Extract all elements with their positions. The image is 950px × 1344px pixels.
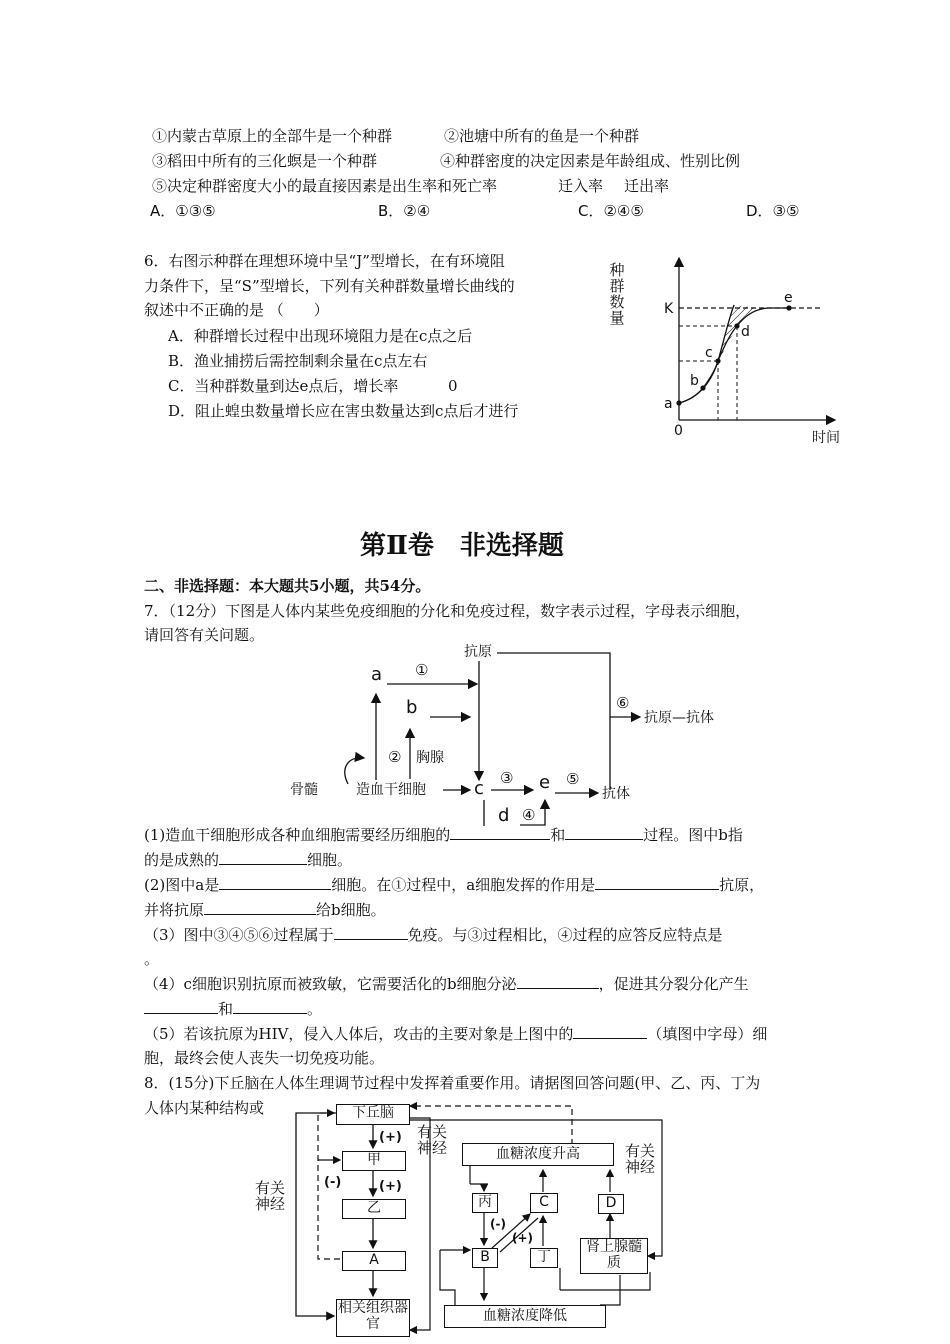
- hyp-plus-3: (+): [512, 1231, 534, 1245]
- graph-label-a: a: [664, 396, 673, 412]
- q7-stem-line-1: 7．（12分）下图是人体内某些免疫细胞的分化和免疫过程，数字表示过程，字母表示细胞，: [144, 602, 751, 620]
- hyp-sugar-up-box: 血糖浓度升高: [462, 1143, 614, 1166]
- immune-complex-label: 抗原—抗体: [644, 710, 714, 726]
- q5-option-a: A．①③⑤: [150, 202, 216, 220]
- immune-cell-b: b: [406, 697, 418, 718]
- q7-p4-text-b: ，促进其分裂分化产生: [598, 975, 749, 993]
- hyp-hypothalamus-box: 下丘脑: [336, 1104, 410, 1125]
- hyp-nerve-label-right: 有关神经: [624, 1142, 655, 1176]
- hyp-nerve-label-mid: 有关神经: [416, 1123, 447, 1157]
- hyp-a-box: A: [342, 1251, 406, 1271]
- immune-stem-cell-label: 造血干细胞: [356, 782, 426, 798]
- hyp-jia-box: 甲: [342, 1151, 406, 1171]
- q7-part-5-line-2: 胞，最终会使人丧失一切免疫功能。: [144, 1049, 385, 1067]
- q6-option-a: A．种群增长过程中出现环境阻力是在c点之后: [168, 327, 473, 345]
- graph-label-b: b: [690, 373, 699, 389]
- q6-option-b: B．渔业捕捞后需控制剩余量在c点左右: [168, 352, 428, 370]
- hyp-minus-2: (-): [490, 1217, 506, 1231]
- graph-x-label: 时间: [812, 430, 840, 446]
- q7-p2-text-c: 抗原，: [719, 876, 765, 894]
- q7-p4-text-a: （4）c细胞识别抗原而被致敏，它需要活化的b细胞分泌: [144, 975, 517, 993]
- q7-p1-text-b: 和: [550, 826, 566, 844]
- q5-option-d: D．③⑤: [746, 202, 800, 220]
- q6-stem-line-3: 叙述中不正确的是 （ ）: [144, 301, 329, 319]
- immune-step-1: ①: [415, 661, 429, 679]
- q5-statement-5-immigration: 迁入率: [558, 177, 604, 195]
- immune-cell-e: e: [539, 772, 551, 793]
- q5-statement-4: ④种群密度的决定因素是年龄组成、性别比例: [440, 152, 741, 170]
- immune-cell-d: d: [498, 805, 510, 826]
- hyp-plus-1: (+): [379, 1130, 402, 1145]
- q7-p1-text-a: (1)造血干细胞形成各种血细胞需要经历细胞的: [144, 826, 451, 844]
- q8-stem-line-2: 人体内某种结构或: [144, 1099, 265, 1117]
- graph-label-k: K: [664, 301, 674, 317]
- q7-p2-text-d: 并将抗原: [144, 901, 205, 919]
- hyp-bing-box: 丙: [472, 1193, 498, 1213]
- immune-step-2: ②: [388, 748, 402, 766]
- q7-p4-text-d: 。: [307, 1000, 323, 1018]
- graph-y-label: 种群数量: [609, 261, 625, 327]
- q6-stem-line-1: 6．右图示种群在理想环境中呈“J”型增长，在有环境阻: [144, 252, 505, 270]
- hyp-plus-2: (+): [379, 1179, 402, 1194]
- q5-statement-3: ③稻田中所有的三化螟是一个种群: [152, 152, 378, 170]
- q7-p2-text-e: 给b细胞。: [316, 901, 386, 919]
- q5-statement-1: ①内蒙古草原上的全部牛是一个种群: [152, 127, 393, 145]
- q5-statement-5-emigration: 迁出率: [624, 177, 670, 195]
- immune-step-6: ⑥: [616, 694, 630, 712]
- q5-statement-5: ⑤决定种群密度大小的最直接因素是出生率和死亡率: [152, 177, 498, 195]
- hyp-b-box: B: [472, 1248, 498, 1268]
- q7-p5-text-a: （5）若该抗原为HIV，侵入人体后，攻击的主要对象是上图中的: [144, 1025, 574, 1043]
- q7-p5-text-b: （填图中字母）细: [647, 1025, 768, 1043]
- q6-option-c-value: 0: [448, 377, 458, 395]
- section-title: 第Ⅱ卷 非选择题: [360, 531, 564, 561]
- q6-stem-line-2: 力条件下，呈“S”型增长，下列有关种群数量增长曲线的: [144, 277, 515, 295]
- q7-p1-text-d: 的是成熟的: [144, 851, 220, 869]
- immune-antibody-label: 抗体: [602, 786, 630, 802]
- q8-stem-line-1: 8．(15分)下丘脑在人体生理调节过程中发挥着重要作用。请据图回答问题(甲、乙、丙、丁为: [144, 1074, 761, 1092]
- hyp-d-box: D: [598, 1194, 624, 1214]
- q7-p3-text-b: 免疫。与③过程相比，④过程的应答反应特点是: [407, 926, 723, 944]
- q7-p2-text-b: 细胞。在①过程中，a细胞发挥的作用是: [331, 876, 596, 894]
- immune-thymus-label: 胸腺: [416, 750, 444, 766]
- q7-part-3-line-2: 。: [144, 950, 160, 968]
- graph-label-e: e: [784, 290, 793, 306]
- immune-cell-a: a: [371, 664, 383, 685]
- immune-antigen-label: 抗原: [464, 644, 492, 660]
- q7-p1-text-c: 过程。图中b指: [643, 826, 743, 844]
- hyp-organ-box: 相关组织器官: [336, 1299, 410, 1337]
- q5-statement-2: ②池塘中所有的鱼是一个种群: [444, 127, 640, 145]
- q7-p3-text-a: （3）图中③④⑤⑥过程属于: [144, 926, 334, 944]
- hyp-c-box: C: [530, 1193, 558, 1213]
- q7-stem-line-2: 请回答有关问题。: [144, 626, 265, 644]
- q6-option-c: C．当种群数量到达e点后，增长率: [168, 377, 399, 395]
- immune-marrow-label: 骨髓: [290, 782, 318, 798]
- hyp-ding-box: 丁: [530, 1248, 558, 1268]
- graph-label-origin: 0: [674, 423, 683, 439]
- q7-p2-text-a: (2)图中a是: [144, 876, 220, 894]
- q5-option-b: B．②④: [378, 202, 431, 220]
- hyp-adrenal-box: 肾上腺髓质: [580, 1238, 648, 1274]
- section-intro: 二、非选择题：本大题共5小题，共54分。: [144, 577, 431, 595]
- hyp-minus-1: (-): [324, 1175, 342, 1190]
- hyp-sugar-down-box: 血糖浓度降低: [444, 1305, 606, 1328]
- q6-option-d: D．阻止蝗虫数量增长应在害虫数量达到c点后才进行: [168, 402, 519, 420]
- q5-option-c: C．②④⑤: [578, 202, 644, 220]
- q7-p4-text-c: 和: [218, 1000, 234, 1018]
- immune-step-3: ③: [500, 769, 514, 787]
- immune-step-4: ④: [522, 806, 536, 824]
- immune-step-5: ⑤: [566, 770, 580, 788]
- immune-cell-c: c: [474, 778, 484, 799]
- hyp-nerve-label-left: 有关神经: [254, 1179, 285, 1213]
- hyp-yi-box: 乙: [342, 1199, 406, 1219]
- graph-label-d: d: [741, 324, 750, 340]
- graph-label-c: c: [705, 345, 713, 361]
- q7-p1-text-e: 细胞。: [307, 851, 353, 869]
